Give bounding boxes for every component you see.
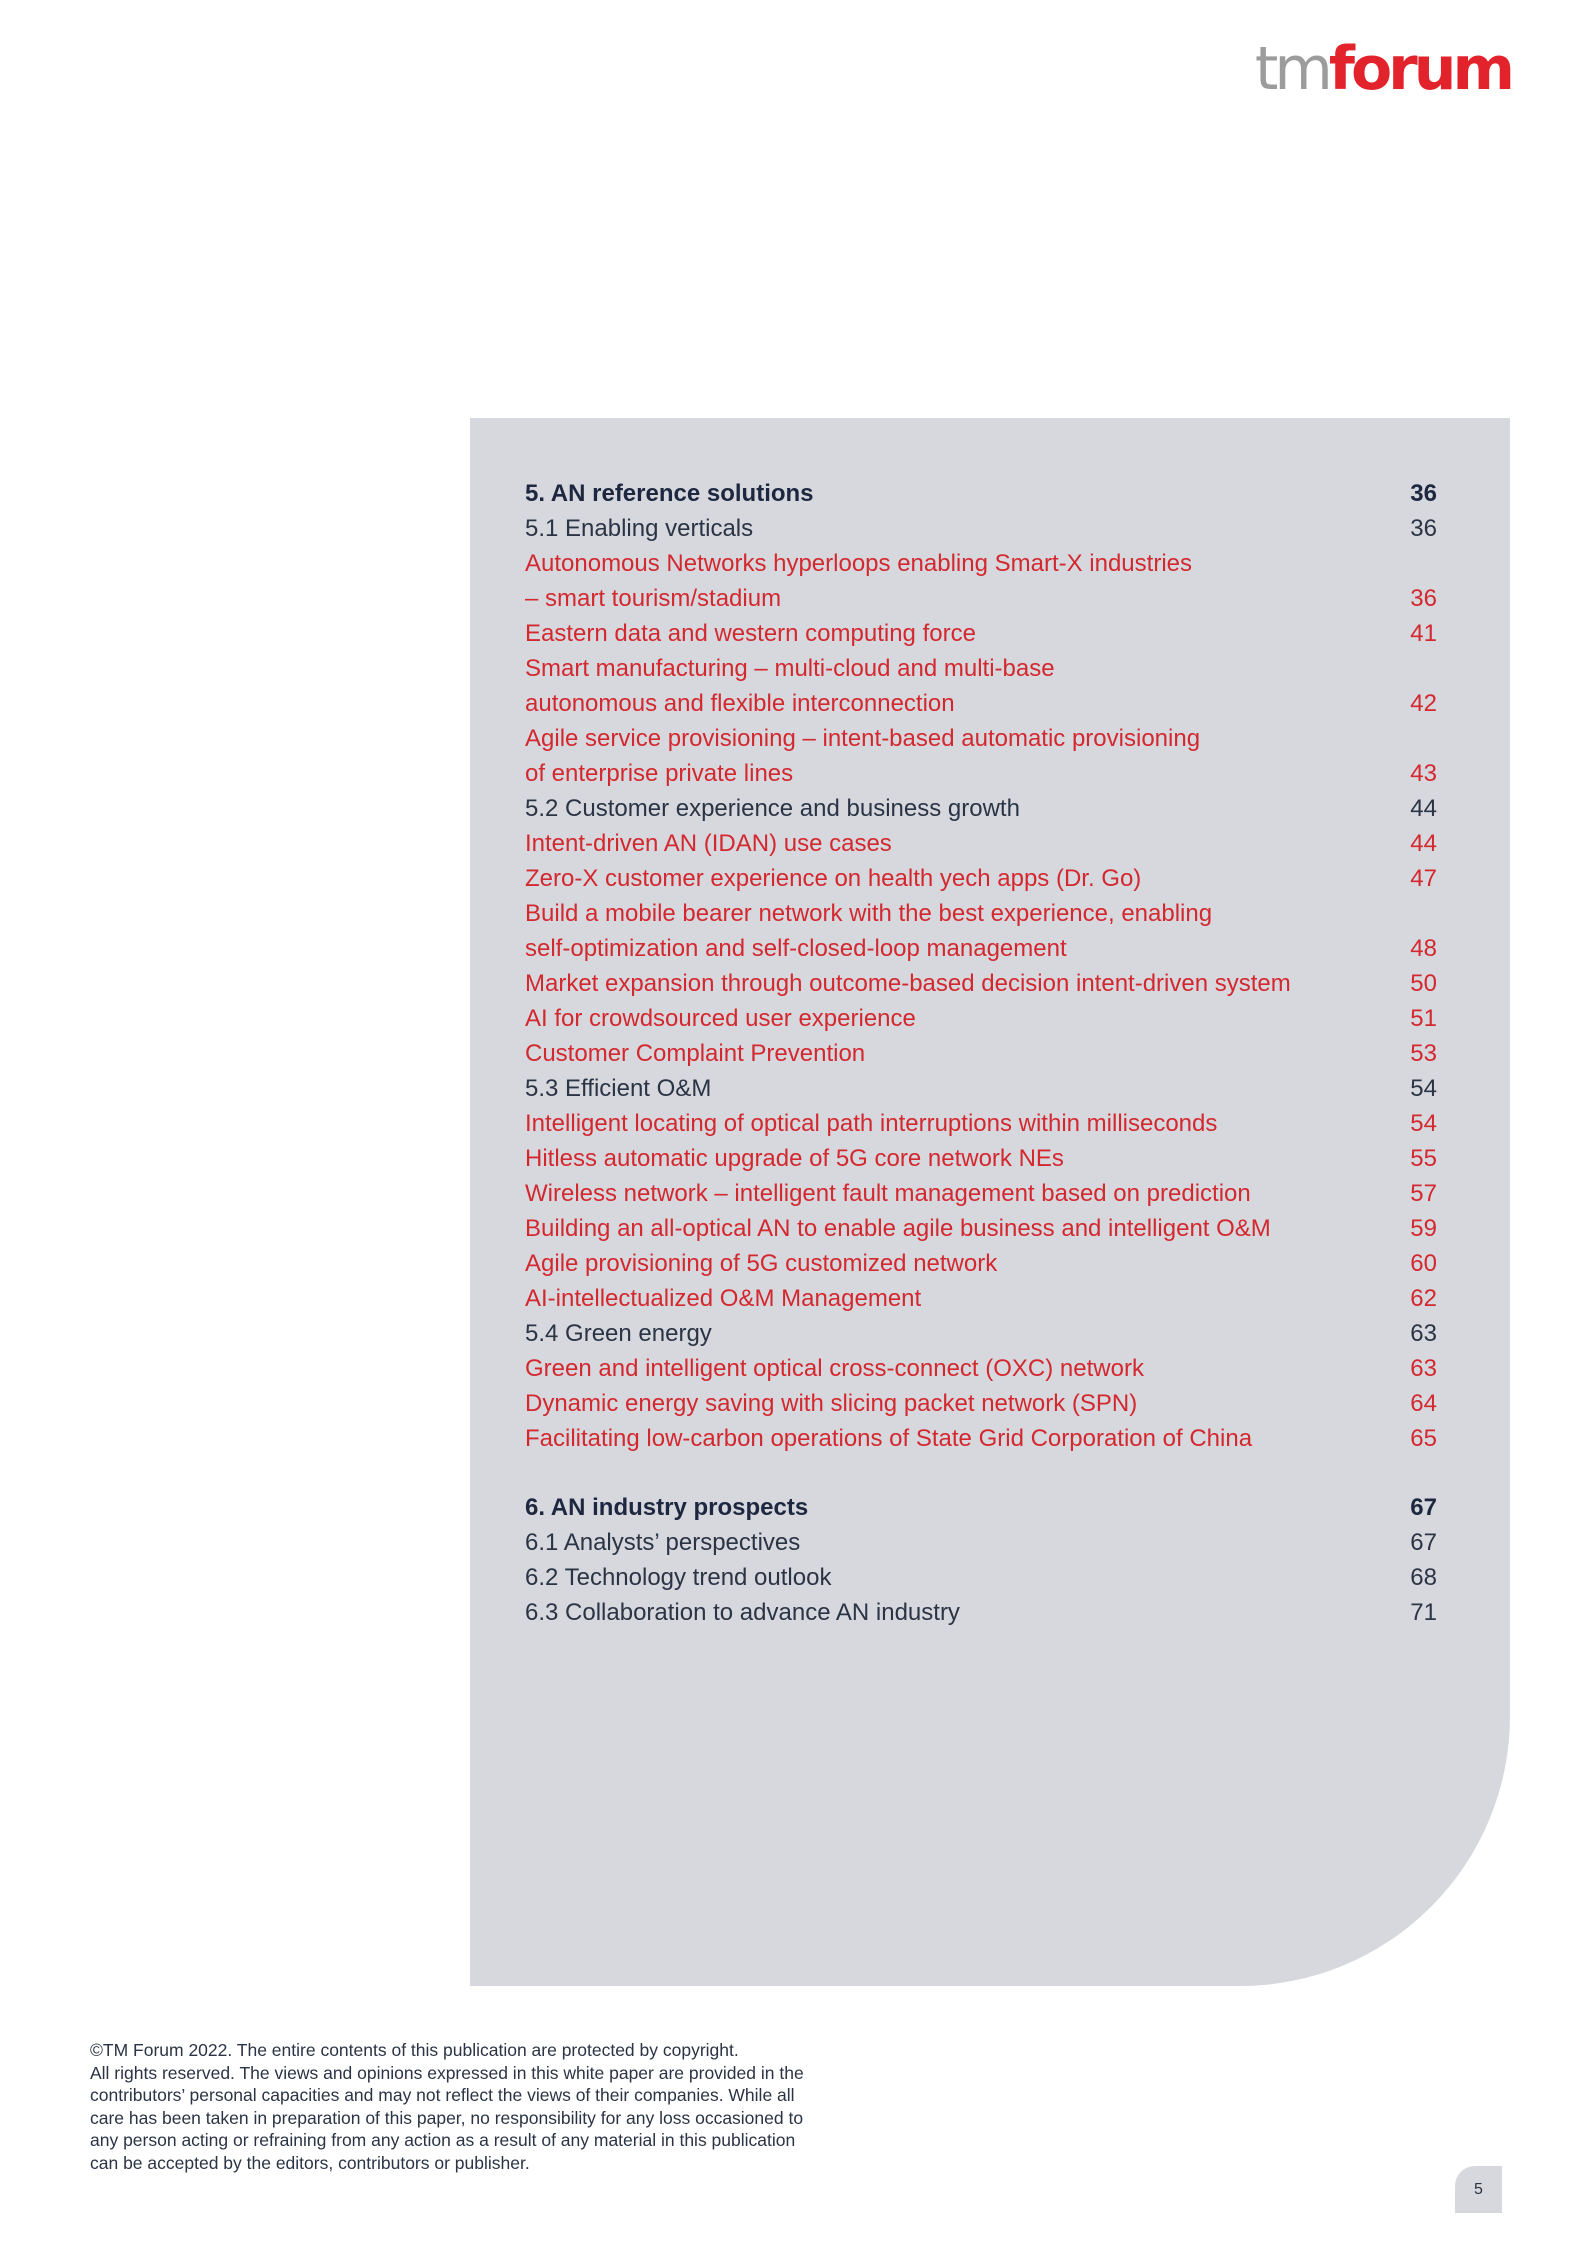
toc-entry-item[interactable]	[525, 616, 1437, 651]
toc-entry-item[interactable]	[525, 861, 1437, 896]
toc-entry-subsection[interactable]	[525, 1525, 1437, 1560]
toc-entry-page: 59	[1410, 1215, 1437, 1242]
toc-entry-title: Building an all-optical AN to enable agile business and intelligent O&M	[525, 1215, 1271, 1242]
toc-entry-title: autonomous and flexible interconnection	[525, 690, 955, 717]
toc-entry-page: 41	[1410, 620, 1437, 647]
toc-entry-item[interactable]	[525, 1421, 1437, 1456]
toc-entry-subsection[interactable]	[525, 511, 1437, 546]
page-number: 5	[1455, 2166, 1502, 2213]
toc-entry-page: 47	[1410, 865, 1437, 892]
toc-entry-page: 51	[1410, 1005, 1437, 1032]
toc-entry-page: 44	[1410, 830, 1437, 857]
toc-entry-title: – smart tourism/stadium	[525, 585, 782, 612]
toc-entry-item[interactable]	[525, 1036, 1437, 1071]
toc-entry-item[interactable]	[525, 826, 1437, 861]
toc-entry-title: of enterprise private lines	[525, 760, 794, 787]
toc-entry-page: 71	[1410, 1599, 1437, 1626]
toc-entry-title: Smart manufacturing – multi-cloud and multi-base	[525, 655, 1055, 682]
copyright-line: care has been taken in preparation of this paper, no responsibility for any loss occasioned to	[90, 2107, 804, 2128]
logo-forum-text: forum	[1328, 34, 1511, 104]
toc-entry-item[interactable]	[525, 1001, 1437, 1036]
toc-entry-title: AI-intellectualized O&M Management	[525, 1285, 922, 1312]
toc-entry-subsection[interactable]	[525, 1595, 1437, 1630]
toc-entry-page: 44	[1410, 795, 1437, 822]
toc-entry-item[interactable]	[525, 1176, 1437, 1211]
copyright-line: can be accepted by the editors, contributors or publisher.	[90, 2152, 530, 2173]
toc-entry-item[interactable]	[525, 651, 1437, 686]
toc-entry-title: Green and intelligent optical cross-connect (OXC) network	[525, 1355, 1144, 1382]
toc-entry-item[interactable]	[525, 1351, 1437, 1386]
toc-entry-page: 54	[1410, 1110, 1437, 1137]
copyright-line: any person acting or refraining from any action as a result of any material in this publication	[90, 2130, 796, 2150]
toc-entry-page: 67	[1410, 1529, 1437, 1556]
toc-entry-page: 64	[1410, 1390, 1437, 1417]
toc-entry-page: 42	[1410, 690, 1437, 717]
toc-entry-title: Wireless network – intelligent fault management based on prediction	[525, 1180, 1251, 1207]
toc-entry-title: Market expansion through outcome-based decision intent-driven system	[525, 970, 1291, 997]
toc-entry-item[interactable]	[525, 1106, 1437, 1141]
toc-entry-page: 36	[1410, 585, 1437, 612]
toc-entry-title: Eastern data and western computing force	[525, 620, 976, 647]
toc-entry-title: 5. AN reference solutions	[525, 480, 814, 507]
toc-entry-item[interactable]	[525, 966, 1437, 1001]
toc-entry-title: AI for crowdsourced user experience	[525, 1005, 916, 1032]
toc-entry-title: self-optimization and self-closed-loop management	[525, 935, 1067, 962]
table-of-contents-panel	[470, 418, 1510, 1986]
toc-entry-title: Dynamic energy saving with slicing packet network (SPN)	[525, 1390, 1138, 1417]
toc-entry-title: Agile provisioning of 5G customized network	[525, 1250, 998, 1277]
copyright-line: All rights reserved. The views and opinions expressed in this white paper are provided in the	[90, 2062, 804, 2083]
toc-entry-item[interactable]	[525, 1211, 1437, 1246]
logo-tm-text: tm	[1254, 34, 1329, 104]
toc-entry-title: 5.2 Customer experience and business growth	[525, 795, 1020, 822]
toc-entry-section[interactable]	[525, 476, 1437, 511]
toc-entry-page: 63	[1410, 1355, 1437, 1382]
toc-entry-page: 36	[1410, 515, 1437, 542]
toc-entry-title: Autonomous Networks hyperloops enabling Smart-X industries	[525, 550, 1192, 577]
toc-entry-page: 60	[1410, 1250, 1437, 1277]
toc-entry-item[interactable]	[525, 686, 1437, 721]
toc-entry-page: 65	[1410, 1425, 1437, 1452]
copyright-line: contributors’ personal capacities and may not reflect the views of their companies. While all	[90, 2085, 795, 2105]
toc-entry-page: 53	[1410, 1040, 1437, 1067]
toc-entry-item[interactable]	[525, 1246, 1437, 1281]
toc-entry-title: Build a mobile bearer network with the best experience, enabling	[525, 900, 1213, 927]
toc-entry-page: 36	[1410, 480, 1437, 507]
toc-entry-title: 5.4 Green energy	[525, 1320, 712, 1347]
toc-entry-subsection[interactable]	[525, 1316, 1437, 1351]
toc-entry-page: 67	[1410, 1494, 1437, 1521]
toc-entry-subsection[interactable]	[525, 1560, 1437, 1595]
toc-entry-page: 55	[1410, 1145, 1437, 1172]
toc-entry-page: 68	[1410, 1564, 1437, 1591]
copyright-notice	[90, 2039, 990, 2174]
toc-entry-title: 6.2 Technology trend outlook	[525, 1564, 832, 1591]
toc-entry-item[interactable]	[525, 931, 1437, 966]
toc-entry-title: Customer Complaint Prevention	[525, 1040, 866, 1067]
toc-entry-title: 6.1 Analysts’ perspectives	[525, 1529, 801, 1556]
tm-forum-logo	[1255, 34, 1511, 104]
copyright-line: ©TM Forum 2022. The entire contents of this publication are protected by copyright.	[90, 2040, 739, 2060]
toc-entry-title: Intelligent locating of optical path interruptions within milliseconds	[525, 1110, 1218, 1137]
toc-entry-item[interactable]	[525, 546, 1437, 581]
table-of-contents-list	[525, 476, 1437, 1630]
toc-entry-title: Hitless automatic upgrade of 5G core network NEs	[525, 1145, 1064, 1172]
toc-entry-page: 43	[1410, 760, 1437, 787]
toc-entry-page: 48	[1410, 935, 1437, 962]
toc-entry-item[interactable]	[525, 721, 1437, 756]
toc-entry-subsection[interactable]	[525, 791, 1437, 826]
toc-entry-item[interactable]	[525, 581, 1437, 616]
toc-entry-page: 54	[1410, 1075, 1437, 1102]
toc-entry-title: Intent-driven AN (IDAN) use cases	[525, 830, 892, 857]
toc-entry-page: 63	[1410, 1320, 1437, 1347]
toc-entry-page: 62	[1410, 1285, 1437, 1312]
toc-entry-item[interactable]	[525, 1386, 1437, 1421]
toc-entry-section[interactable]	[525, 1490, 1437, 1525]
toc-entry-title: Facilitating low-carbon operations of State Grid Corporation of China	[525, 1425, 1253, 1452]
toc-entry-item[interactable]	[525, 1141, 1437, 1176]
toc-entry-item[interactable]	[525, 756, 1437, 791]
toc-entry-title: 5.3 Efficient O&M	[525, 1075, 712, 1102]
toc-entry-page: 57	[1410, 1180, 1437, 1207]
toc-entry-title: 5.1 Enabling verticals	[525, 515, 754, 542]
toc-entry-title: Agile service provisioning – intent-based automatic provisioning	[525, 725, 1201, 752]
toc-entry-item[interactable]	[525, 896, 1437, 931]
toc-entry-title: 6.3 Collaboration to advance AN industry	[525, 1599, 960, 1626]
toc-entry-item[interactable]	[525, 1281, 1437, 1316]
toc-spacer	[525, 1456, 1437, 1490]
toc-entry-subsection[interactable]	[525, 1071, 1437, 1106]
toc-entry-title: 6. AN industry prospects	[525, 1494, 809, 1521]
toc-entry-title: Zero-X customer experience on health yech apps (Dr. Go)	[525, 865, 1142, 892]
toc-entry-page: 50	[1410, 970, 1437, 997]
